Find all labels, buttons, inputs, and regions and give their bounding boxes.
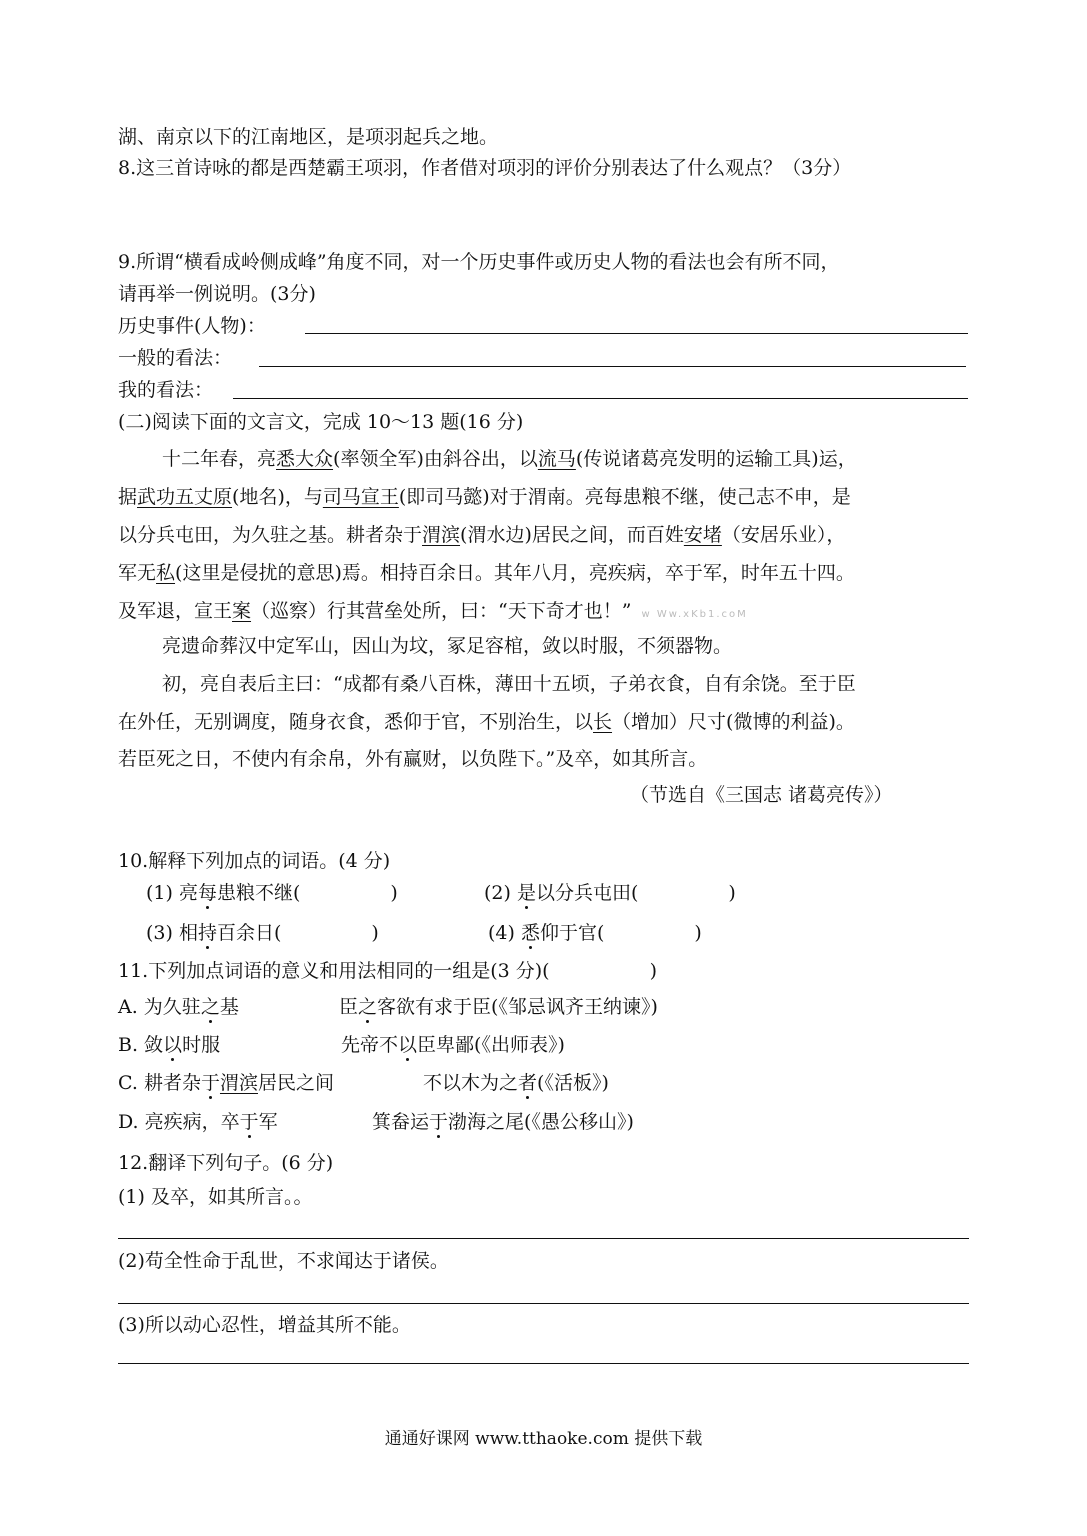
question-9: 9.所谓“横看成岭侧成峰”角度不同，对一个历史事件或历史人物的看法也会有所不同， <box>118 251 840 273</box>
answer-line-event[interactable] <box>305 333 968 334</box>
passage-p2: 亮遗命葬汉中定军山，因山为坟，冢足容棺，敛以时服，不须器物。 <box>162 635 733 657</box>
watermark: w Ww.xKb1.coM <box>641 609 748 620</box>
question-12: 12.翻译下列句子。(6 分) <box>118 1152 334 1174</box>
q11-option-c-left: C. 耕者杂于渭滨居民之间 <box>118 1072 334 1094</box>
q11-option-a-right: 臣之客欲有求于臣(《邹忌讽齐王纳谏》) <box>339 996 658 1018</box>
q11-option-b-left: B. 敛以时服 <box>118 1034 221 1056</box>
answer-line-general[interactable] <box>259 366 966 367</box>
q11-option-d-right: 箕畚运于渤海之尾(《愚公移山》) <box>372 1111 634 1133</box>
q11-option-b-right: 先帝不以臣卑鄙(《出师表》) <box>341 1034 565 1056</box>
q12-sentence-1: (1) 及卒，如其所言。。 <box>118 1186 313 1208</box>
q11-option-a-left: A. 为久驻之基 <box>118 996 239 1018</box>
question-8: 8.这三首诗咏的都是西楚霸王项羽，作者借对项羽的评价分别表达了什么观点？（3分） <box>118 157 852 179</box>
passage-p1-line4: 军无私(这里是侵扰的意思)焉。相持百余日。其年八月，亮疾病，卒于军，时年五十四。 <box>118 562 855 584</box>
question-10: 10.解释下列加点的词语。(4 分) <box>118 850 391 872</box>
passage-line: 湖、南京以下的江南地区，是项羽起兵之地。 <box>118 126 499 148</box>
q12-sentence-3: (3)所以动心忍性，增益其所不能。 <box>118 1314 411 1336</box>
q10-item-4: (4) 悉仰于官( ) <box>488 922 702 944</box>
passage-p3-line2: 在外任，无别调度，随身衣食，悉仰于官，不别治生，以长（增加）尺寸(微博的利益)。 <box>118 711 855 733</box>
answer-line-mine[interactable] <box>233 398 968 399</box>
q10-item-3: (3) 相持百余日( ) <box>146 922 379 944</box>
passage-p3-line1: 初，亮自表后主曰：“成都有桑八百株，薄田十五顷，子弟衣食，自有余饶。至于臣 <box>162 673 856 695</box>
question-11: 11.下列加点词语的意义和用法相同的一组是(3 分)( ) <box>118 960 658 982</box>
answer-line-q12-1[interactable] <box>118 1238 969 1239</box>
source-citation: （节选自《三国志 诸葛亮传》） <box>630 784 893 806</box>
answer-line-q12-2[interactable] <box>118 1303 969 1304</box>
answer-line-q12-3[interactable] <box>118 1363 969 1364</box>
passage-p1-line3: 以分兵屯田，为久驻之基。耕者杂于渭滨(渭水边)居民之间，而百姓安堵（安居乐业）， <box>118 524 846 546</box>
question-9-cont: 请再举一例说明。(3分) <box>118 283 316 305</box>
q11-option-d-left: D. 亮疾病，卒于军 <box>118 1111 278 1133</box>
passage-p1-line1: 十二年春，亮悉大众(率领全军)由斜谷出，以流马(传说诸葛亮发明的运输工具)运， <box>162 448 857 470</box>
label-general-view: 一般的看法： <box>118 347 233 369</box>
q10-item-1: (1) 亮每患粮不继( ) <box>146 882 398 904</box>
page-footer: 通通好课网 www.tthaoke.com 提供下载 <box>384 1429 703 1449</box>
q11-option-c-right: 不以木为之者(《活板》) <box>423 1072 609 1094</box>
passage-p1-line2: 据武功五丈原(地名)，与司马宣王(即司马懿)对于渭南。亮每患粮不继，使己志不申，是 <box>118 486 851 508</box>
label-my-view: 我的看法： <box>118 379 214 401</box>
section-heading: (二)阅读下面的文言文，完成 10～13 题(16 分) <box>118 411 524 433</box>
q10-item-2: (2) 是以分兵屯田( ) <box>484 882 736 904</box>
label-history-event: 历史事件(人物)： <box>118 315 266 337</box>
passage-p3-line3: 若臣死之日，不使内有余帛，外有赢财，以负陛下。”及卒，如其所言。 <box>118 748 708 770</box>
passage-p1-line5: 及军退，宣王案（巡察）行其营垒处所，曰：“天下奇才也！” w Ww.xKb1.coM <box>118 600 748 622</box>
q12-sentence-2: (2)苟全性命于乱世，不求闻达于诸侯。 <box>118 1250 449 1272</box>
